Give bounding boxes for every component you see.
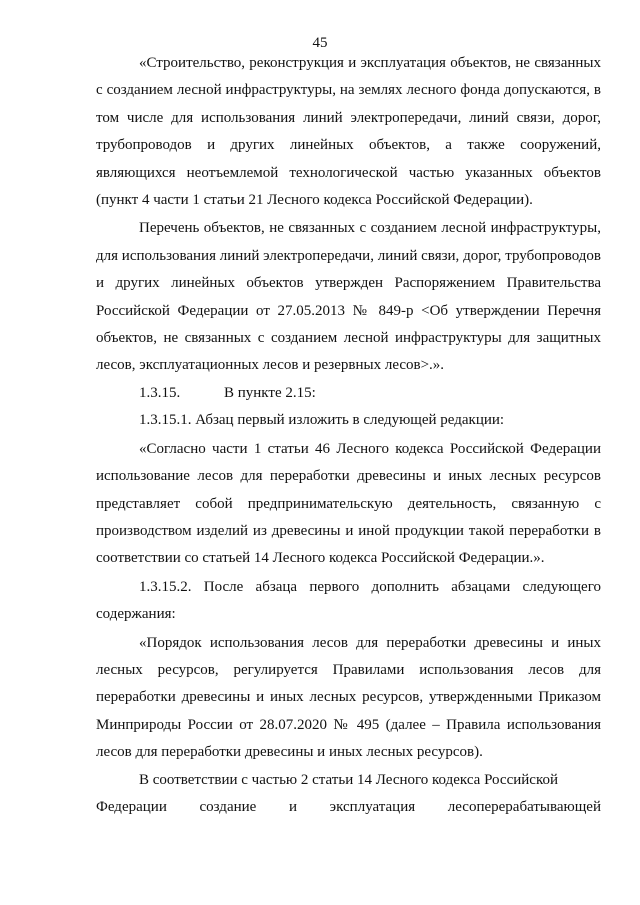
item-number: 1.3.15. — [139, 384, 181, 401]
page-number: 45 — [312, 35, 328, 51]
document-body — [96, 50, 601, 821]
word: создание — [199, 798, 257, 815]
list-item — [96, 380, 601, 407]
paragraph: «Порядок использования лесов для переработки древесины и иных лесных ресурсов, регулируется Правилами использования лесов для переработки древесины и иных лесных ресурсов, утвержденными Приказом Минприроды России от 28.07.2020 № 495 (далее – Правила использования лесов для переработки древесины и иных лесных ресурсов). — [96, 634, 601, 761]
item-text: В пункте 2.15: — [224, 384, 316, 401]
word: Федерации — [96, 798, 167, 815]
paragraph: «Согласно части 1 статьи 46 Лесного кодекса Российской Федерации использование лесов для переработки древесины и иных лесных ресурсов представляет собой предпринимательскую деятельность, связанную с производством изделий из древесины и иной продукции такой переработки в соответствии со статьей 14 Лесного кодекса Российской Федерации.». — [96, 440, 601, 567]
paragraph: 1.3.15.2. После абзаца первого дополнить абзацами следующего содержания: — [96, 578, 601, 623]
paragraph: Перечень объектов, не связанных с созданием лесной инфраструктуры, для использования линий электропередачи, линий связи, дорог, трубопроводов и других линейных объектов утвержден Распоряжением Правительства Российской Федерации от 27.05.2013 № 849-р <Об утверждении Перечня объектов, не связанных с созданием лесной инфраструктуры для защитных лесов, эксплуатационных лесов и резервных лесов>.». — [96, 220, 601, 374]
word: эксплуатация — [329, 798, 416, 815]
paragraph: 1.3.15.1. Абзац первый изложить в следующей редакции: — [139, 412, 505, 429]
paragraph-line — [96, 794, 601, 821]
word: лесоперерабатывающей — [447, 798, 601, 815]
paragraph-line: В соответствии с частью 2 статьи 14 Лесного кодекса Российской — [139, 771, 559, 788]
word: и — [288, 798, 298, 815]
paragraph — [96, 767, 601, 822]
paragraph: «Строительство, реконструкция и эксплуатация объектов, не связанных с созданием лесной инфраструктуры, на землях лесного фонда допускаются, в том числе для использования линий электропередачи, линий связи, дорог, трубопроводов и других линейных объектов, а также сооружений, являющихся неотъемлемой технологической частью указанных объектов (пункт 4 части 1 статьи 21 Лесного кодекса Российской Федерации). — [96, 55, 601, 209]
